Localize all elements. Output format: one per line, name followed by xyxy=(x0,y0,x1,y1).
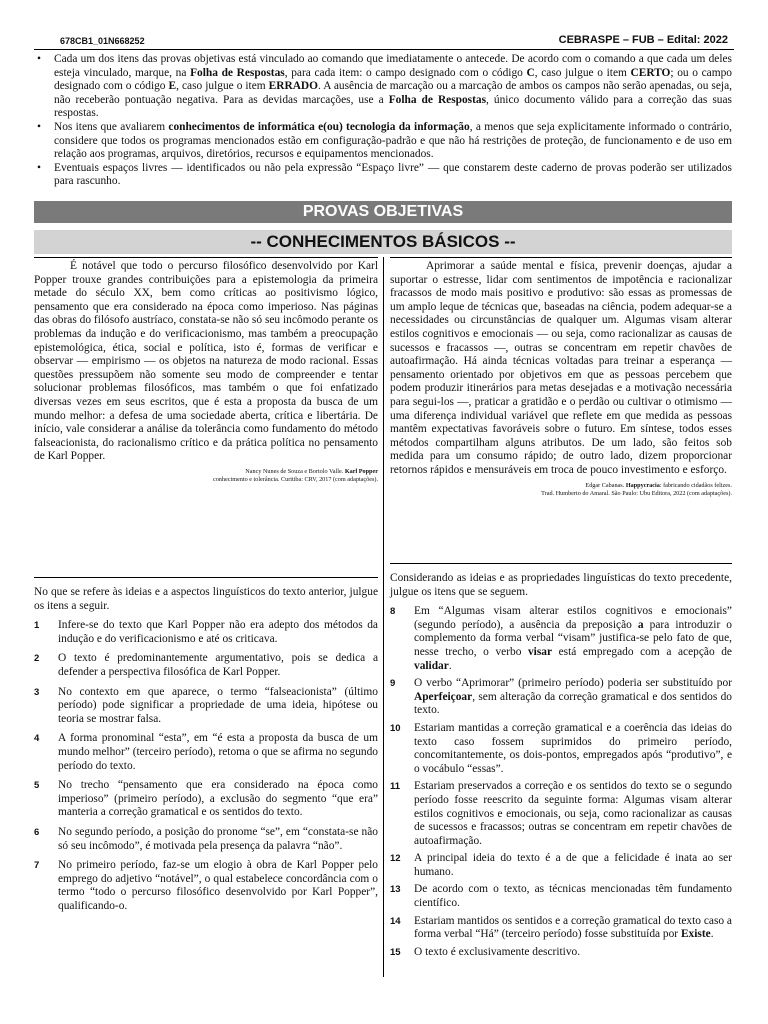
question-item xyxy=(34,686,378,727)
question-item xyxy=(390,852,732,879)
item-text: No trecho “pensamento que era considerado na época como imperioso” (primeiro período), a exclusão do segmento “que era” manteria a correção gramatical e os sentidos do texto. xyxy=(58,779,378,819)
text-box-popper xyxy=(34,257,378,578)
section-subtitle: -- CONHECIMENTOS BÁSICOS -- xyxy=(34,230,732,254)
item-text: No segundo período, a posição do pronome “se”, em “constata-se não só seu incômodo”, é motivada pela presença da palavra “não”. xyxy=(58,825,378,852)
instructions-list xyxy=(34,53,732,189)
question-item xyxy=(390,883,732,910)
item-number: 14 xyxy=(390,915,401,927)
item-number: 1 xyxy=(34,620,40,632)
item-emphasis: visar xyxy=(527,645,553,658)
item-number: 15 xyxy=(390,946,401,958)
item-text: Em “Algumas visam alterar estilos cognitivos e emocionais” (segundo período), a ausência da preposição xyxy=(414,605,732,631)
item-number: 13 xyxy=(390,884,401,896)
citation: Nancy Nunes de Souza e Bortolo Valle. Karl Popper conhecimento e tolerância. Curitiba: CRV, 2017 (com adaptações). xyxy=(212,467,378,483)
instruction-item: • Cada um dos itens das provas objetivas está vinculado ao comando que imediatamente o antecede. De acordo com o comando a que cada um deles esteja vinculado, marque, na Folha de Respostas, para cada item: o campo designado com o código C, caso julgue o item CERTO; ou o campo designado com o código E, caso julgue o item ERRADO. A ausência de marcação ou a marcação de ambos os campos não serão apenadas, ou seja, não receberão pontuação negativa. Para as devidas marcações, use a Folha de Respostas, único documento válido para a correção das suas respostas. xyxy=(34,53,732,121)
item-text: O texto é predominantemente argumentativo, pois se dedica a defender a perspectiva filosófica de Karl Popper. xyxy=(58,652,378,678)
item-text: . xyxy=(710,928,714,941)
item-text: No contexto em que aparece, o termo “falseacionista” (último período) pode significar a propriedade de uma ideia, hipótese ou teoria se mostrar falsa. xyxy=(58,685,378,725)
document-code: 678CB1_01N668252 xyxy=(60,36,145,46)
instruction-item: • Eventuais espaços livres — identificados ou não pela expressão “Espaço livre” — que constarem deste caderno de provas poderão ser utilizados para rascunho. xyxy=(34,162,732,189)
question-item xyxy=(34,859,378,913)
passage-popper: É notável que todo o percurso filosófico desenvolvido por Karl Popper trouxe grandes contribuições para a epistemologia da primeira metade do século XX, bem como críticas ao positivismo lógico, pensamento que era considerado na época como imperioso. Nas páginas das obras do filósofo austríaco, constata-se não só seu incômodo perante os problemas da indução e do verificacionismo, mas também a preocupação epistemológica, ética, social e política, isto é, formas de verificar e observar — empirismo — os objetos na natureza de modo racional. Essas questões pressupõem não somente seu modo de compreender e tentar solucionar problemas filosóficos, mas também o que foi enfatizado diversas vezes em seus escritos, que é esta a proposta da busca de um mundo melhor: a defesa de uma sociedade aberta, crítica e libertária. De início, vale considerar a análise da tolerância como fundamento do método falseacionista, do racionalismo crítico e da prática política no pensamento de Karl Popper. xyxy=(34,260,378,463)
citation: Edgar Cabanas. Happycracia: fabricando cidadãos felizes. Trad. Humberto do Amaral. São Paulo: Ubu Editora, 2022 (com adaptações). xyxy=(541,481,732,497)
item-emphasis: Aperfeiçoar xyxy=(414,690,473,703)
left-column xyxy=(34,257,378,919)
right-column xyxy=(390,257,732,963)
item-emphasis: a xyxy=(637,618,644,631)
item-text: Estariam mantidas a correção gramatical e a coerência das ideias do texto caso fossem suprimidos do primeiro período, concomitantemente, os dois-pontos, empregados após “produtivo”, e o vocábulo “essas”. xyxy=(414,721,732,775)
exam-header: CEBRASPE – FUB – Edital: 2022 xyxy=(558,34,728,46)
item-text: O verbo “Aprimorar” (primeiro período) poderia ser substituído por xyxy=(414,677,732,690)
item-number: 8 xyxy=(390,606,396,618)
question-item xyxy=(390,677,732,718)
item-emphasis: validar xyxy=(414,659,449,672)
item-number: 11 xyxy=(390,781,401,793)
item-number: 5 xyxy=(34,780,40,792)
item-text: está empregado com a acepção de xyxy=(552,645,732,658)
question-item xyxy=(34,652,378,679)
items-list xyxy=(34,619,378,913)
item-text: De acordo com o texto, as técnicas mencionadas têm fundamento científico. xyxy=(414,883,732,910)
question-item xyxy=(390,915,732,942)
question-prompt: Considerando as ideias e as propriedades linguísticas do texto precedente, julgue os itens que se seguem. xyxy=(390,572,732,598)
question-item xyxy=(34,732,378,773)
instruction-item: • Nos itens que avaliarem conhecimentos de informática e(ou) tecnologia da informação, a menos que seja explicitamente informado o contrário, considere que todos os programas mencionados estão em configuração-padrão e que não há restrições de proteção, de funcionamento e de uso em relação aos programas, arquivos, diretórios, recursos e equipamentos mencionados. xyxy=(34,121,732,162)
item-text: Estariam preservados a correção e os sentidos do texto se o segundo período fosse reescrito da seguinte forma: Algumas visam alterar estilos cognitivos e emocionais, ou seja, como racionalizar as causas de sucessos e fracassos; outras se concentram em repetir chavões de autoafirmação. xyxy=(414,780,732,847)
question-item xyxy=(34,826,378,853)
item-emphasis: Existe xyxy=(680,928,711,941)
question-prompt: No que se refere às ideias e a aspectos linguísticos do texto anterior, julgue os itens a seguir. xyxy=(34,586,378,612)
question-item xyxy=(390,722,732,776)
item-number: 7 xyxy=(34,860,40,872)
item-number: 3 xyxy=(34,686,40,698)
section-title: PROVAS OBJETIVAS xyxy=(34,201,732,223)
text-box-happycracia xyxy=(390,257,732,564)
item-number: 12 xyxy=(390,853,401,865)
column-divider xyxy=(383,257,384,977)
item-number: 2 xyxy=(34,653,40,665)
question-item xyxy=(34,619,378,646)
item-text: A principal ideia do texto é a de que a felicidade é inata ao ser humano. xyxy=(414,852,732,878)
question-item xyxy=(390,605,732,673)
item-number: 10 xyxy=(390,722,401,734)
item-text: para introduzir o complemento da forma verbal “visam” justifica-se pelo fato de que, nesse trecho, o verbo xyxy=(414,618,732,658)
passage-happycracia: Aprimorar a saúde mental e física, prevenir doenças, ajudar a suportar o estresse, lidar com sentimentos de impotência e racionalizar fracassos de modo mais positivo e produtivo: são essas as promessas de um amplo leque de técnicas que, baseadas na ciência, podem adequar-se a necessidades ou circunstâncias de qualquer um. Algumas visam alterar estilos cognitivos e emocionais — ou seja, como racionalizar as causas de sucessos e fracassos —, outras se concentram em repetir chavões de autoafirmação. Há ainda técnicas voltadas para treinar a esperança — pensamento orientado por objetivos em que as pessoas percebem que podem produzir itinerários para metas desejadas e a motivação necessária para segui-los —, praticar a gratidão e o perdão ou cultivar o otimismo — uma diferença individual variável que reflete em que medida as pessoas mantêm expectativas favoráveis sobre o futuro. Em síntese, todos esses métodos compartilham alguns atributos. De um lado, são feitos sob medida para um consumo rápido; de outro lado, dizem proporcionar retornos rápidos e mensuráveis em troca de pouco investimento e esforço. xyxy=(390,260,732,476)
question-item xyxy=(390,780,732,848)
item-text: Infere-se do texto que Karl Popper não era adepto dos métodos da indução e do verificacionismo e até os criticava. xyxy=(58,619,378,645)
item-number: 4 xyxy=(34,733,40,745)
item-text: , sem alteração da correção gramatical e dos sentidos do texto. xyxy=(414,690,732,717)
item-number: 9 xyxy=(390,678,396,690)
question-item xyxy=(34,779,378,820)
item-text: A forma pronominal “esta”, em “é esta a proposta da busca de um mundo melhor” (terceiro período), retoma o que se afirma no segundo período do texto. xyxy=(58,732,378,772)
question-item xyxy=(390,946,732,960)
item-text: No primeiro período, faz-se um elogio à obra de Karl Popper pelo emprego do adjetivo “notável”, o qual estabelece concordância com o termo “todo o percurso filosófico desenvolvido por Karl Popper”, qualificando-o. xyxy=(58,859,378,912)
item-number: 6 xyxy=(34,826,40,838)
item-text: Estariam mantidos os sentidos e a correção gramatical do texto caso a forma verbal “Há” (terceiro período) fosse substituída por xyxy=(414,914,732,941)
item-text: O texto é exclusivamente descritivo. xyxy=(414,945,581,958)
items-list xyxy=(390,605,732,959)
header-rule xyxy=(34,49,734,50)
item-text: . xyxy=(448,659,452,672)
